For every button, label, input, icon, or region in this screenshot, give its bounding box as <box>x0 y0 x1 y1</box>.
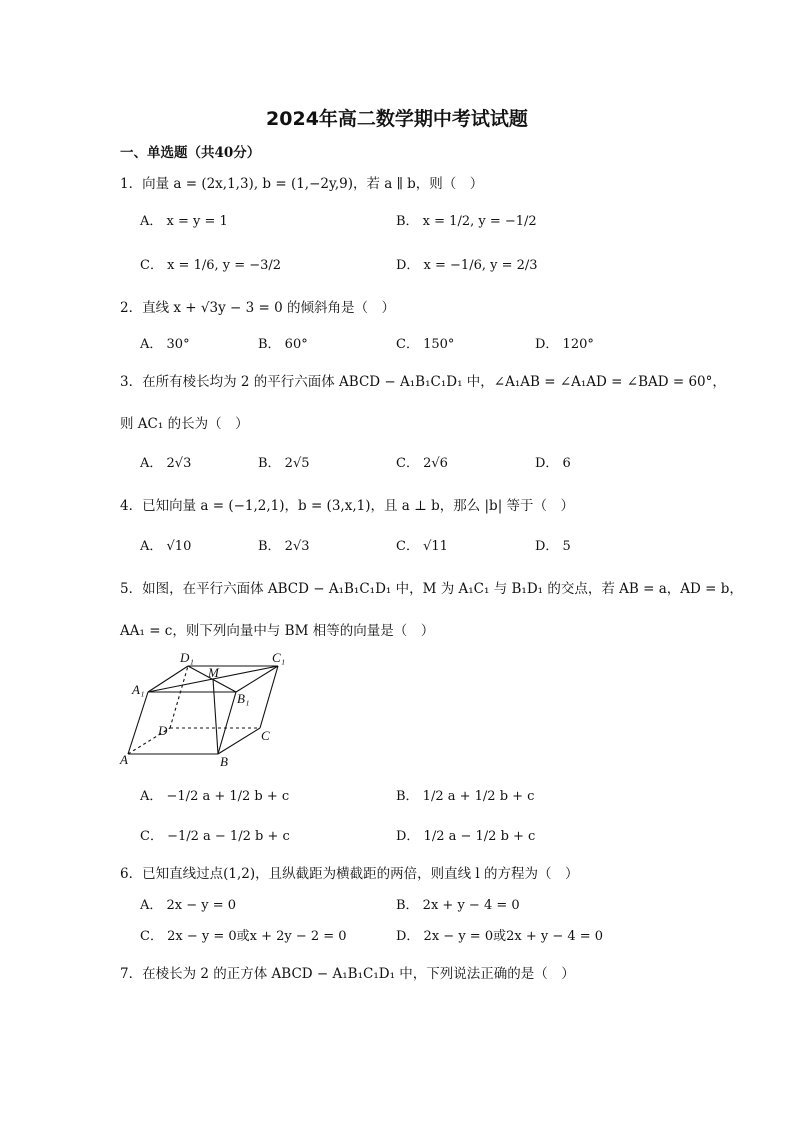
question-7-stem: 7．在棱长为 2 的正方体 ABCD − A₁B₁C₁D₁ 中，下列说法正确的是（ ） <box>120 966 575 982</box>
question-6-option-d[interactable]: D． 2x − y = 0或2x + y − 4 = 0 <box>396 929 604 944</box>
question-3-stem: 3．在所有棱长均为 2 的平行六面体 ABCD − A₁B₁C₁D₁ 中，∠A₁AB = ∠A₁AD = ∠BAD = 60°， <box>120 374 726 390</box>
question-5-option-a[interactable]: A． −1/2 a + 1/2 b + c <box>140 789 290 804</box>
parallelepiped-figure <box>118 650 293 770</box>
question-4-option-d[interactable]: D． 5 <box>535 539 571 554</box>
question-5-stem: 5．如图，在平行六面体 ABCD − A₁B₁C₁D₁ 中，M 为 A₁C₁ 与 B₁D₁ 的交点，若 AB = a，AD = b， <box>120 581 743 597</box>
edge-aa1 <box>128 692 148 754</box>
question-1-option-b[interactable]: B． x = 1/2, y = −1/2 <box>396 214 537 229</box>
question-5-stem-line2: AA₁ = c，则下列向量中与 BM 相等的向量是（ ） <box>120 623 435 639</box>
question-4-option-a[interactable]: A． √10 <box>140 539 192 554</box>
question-5-option-b[interactable]: B． 1/2 a + 1/2 b + c <box>396 789 535 804</box>
question-6-option-c[interactable]: C． 2x − y = 0或x + 2y − 2 = 0 <box>140 929 347 944</box>
label-b1: B₁ <box>237 691 250 706</box>
label-c: C <box>261 728 270 743</box>
question-2-option-c[interactable]: C． 150° <box>396 337 455 352</box>
question-5-option-d[interactable]: D． 1/2 a − 1/2 b + c <box>396 829 536 844</box>
label-d: D <box>158 723 168 738</box>
question-4-option-c[interactable]: C． √11 <box>396 539 448 554</box>
question-3-option-b[interactable]: B． 2√5 <box>258 456 310 471</box>
label-m: M <box>208 665 219 680</box>
question-2-option-d[interactable]: D． 120° <box>535 337 594 352</box>
question-1-option-d[interactable]: D． x = −1/6, y = 2/3 <box>396 258 538 273</box>
label-a1: A₁ <box>132 682 145 697</box>
question-3-stem-line2: 则 AC₁ 的长为（ ） <box>120 416 249 432</box>
question-2-option-a[interactable]: A． 30° <box>140 337 190 352</box>
label-d1: D₁ <box>180 650 194 665</box>
question-1-option-a[interactable]: A． x = y = 1 <box>140 214 228 229</box>
question-3-option-d[interactable]: D． 6 <box>535 456 571 471</box>
label-b: B <box>220 754 228 769</box>
question-2-stem: 2．直线 x + √3y − 3 = 0 的倾斜角是（ ） <box>120 300 395 316</box>
question-3-option-a[interactable]: A． 2√3 <box>140 456 192 471</box>
question-4-stem: 4．已知向量 a = (−1,2,1)，b = (3,x,1)，且 a ⊥ b，那么 |b| 等于（ ） <box>120 498 575 514</box>
question-5-option-c[interactable]: C． −1/2 a − 1/2 b + c <box>140 829 290 844</box>
question-4-option-b[interactable]: B． 2√3 <box>258 539 310 554</box>
section-heading: 一、单选题（共40分） <box>120 145 261 161</box>
question-1-option-c[interactable]: C． x = 1/6, y = −3/2 <box>140 258 282 273</box>
label-c1: C₁ <box>272 650 286 665</box>
page-title: 2024年高二数学期中考试试题 <box>266 108 528 130</box>
question-6-stem: 6．已知直线过点(1,2)，且纵截距为横截距的两倍，则直线 l 的方程为（ ） <box>120 866 579 882</box>
question-3-option-c[interactable]: C． 2√6 <box>396 456 448 471</box>
question-1-stem: 1．向量 a = (2x,1,3), b = (1,−2y,9)，若 a ∥ b，则（ ） <box>120 176 484 192</box>
question-2-option-b[interactable]: B． 60° <box>258 337 308 352</box>
question-6-option-b[interactable]: B． 2x + y − 4 = 0 <box>396 898 520 913</box>
question-6-option-a[interactable]: A． 2x − y = 0 <box>140 898 237 913</box>
label-a: A <box>120 752 128 767</box>
segment-bm <box>213 679 218 754</box>
